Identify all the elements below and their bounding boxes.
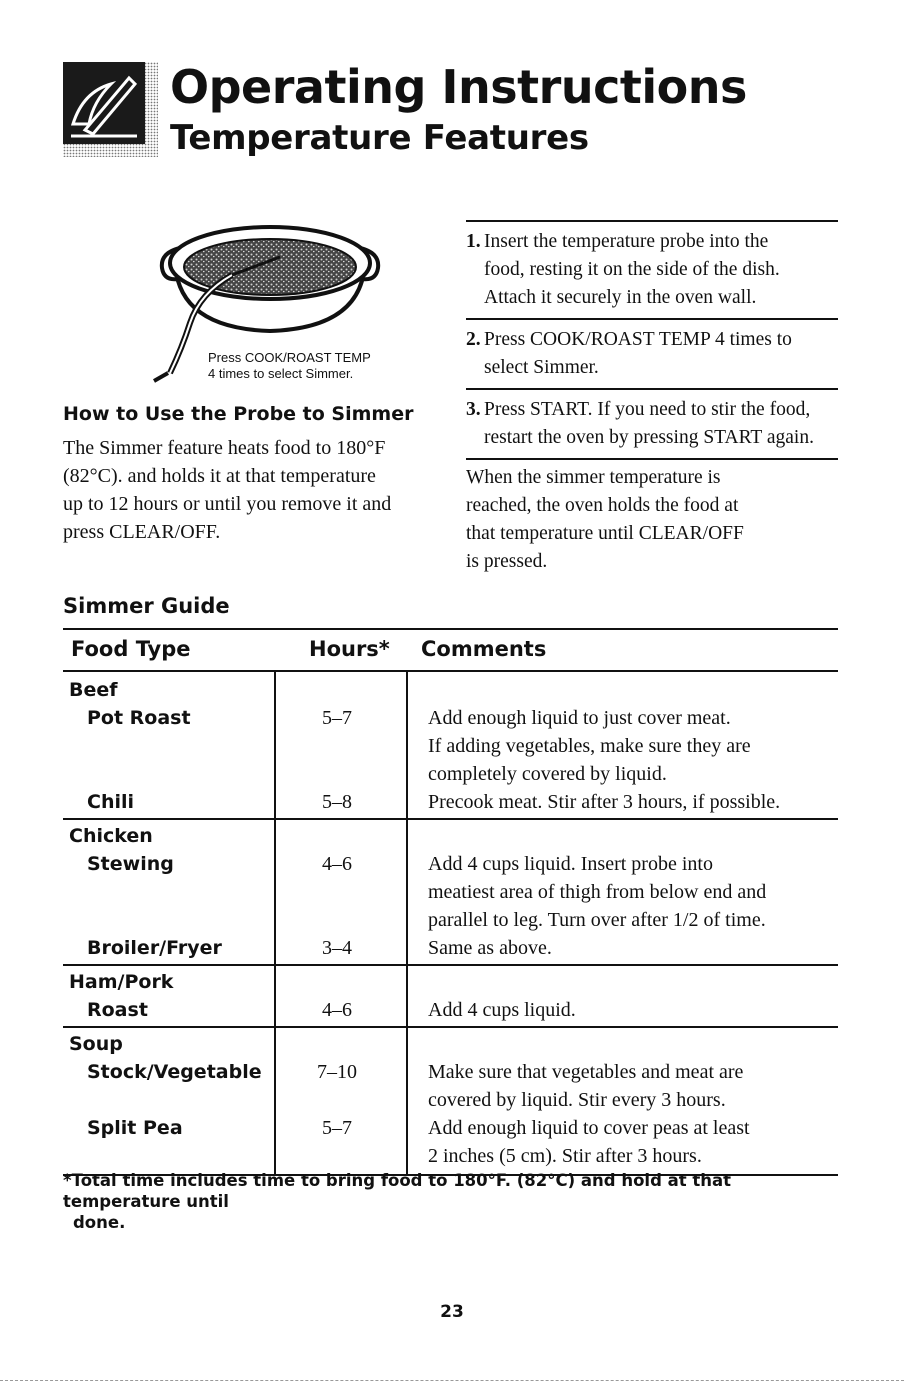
page-subtitle: Temperature Features [170,118,589,158]
footnote: *Total time includes time to bring food to 180°F. (82°C) and hold at that temperature until done. [63,1171,732,1232]
step-3: 3. Press START. If you need to stir the food, restart the oven by pressing START again. [466,388,838,458]
probe-section-title: How to Use the Probe to Simmer [63,403,414,425]
table-group-beef [63,672,838,820]
header-comments: Comments [421,637,547,661]
probe-section-text: The Simmer feature heats food to 180°F (82°C). and holds it at that temperature up to 12 hours or until you remove it and press CLEAR/OFF. [63,437,392,543]
header-food-type: Food Type [71,637,191,661]
table-row: Broiler/Fryer 3–4 Same as above. [87,937,552,959]
category-label: Ham/Pork [69,971,174,993]
section-logo-icon [63,62,158,157]
category-label: Beef [69,679,118,701]
figure-caption: Press COOK/ROAST TEMP 4 times to select Simmer. [208,350,371,381]
category-label: Chicken [69,825,153,847]
steps-list [466,220,838,576]
table-row: Chili 5–8 Precook meat. Stir after 3 hours, if possible. [87,791,781,813]
table-row: Stewing 4–6 Add 4 cups liquid. Insert probe into meatiest area of thigh from below end and parallel to leg. Turn over after 1/2 of time. [87,853,767,931]
page-number: 23 [440,1302,464,1322]
category-label: Soup [69,1033,123,1055]
table-row: Stock/Vegetable 7–10 Make sure that vegetables and meat are covered by liquid. Stir every 3 hours. [87,1061,744,1111]
table-group-chicken [63,820,838,966]
after-steps-note: When the simmer temperature is reached, the oven holds the food at that temperature until CLEAR/OFF is pressed. [466,458,838,576]
guide-title: Simmer Guide [63,594,230,618]
table-group-soup [63,1028,838,1176]
header-hours: Hours* [309,637,390,661]
table-row: Roast 4–6 Add 4 cups liquid. [87,999,576,1021]
table-row: Split Pea 5–7 Add enough liquid to cover peas at least 2 inches (5 cm). Stir after 3 hours. [87,1117,750,1167]
page-title: Operating Instructions [170,60,747,114]
table-header [63,628,838,672]
simmer-guide-table [63,628,838,1176]
table-group-ham-pork [63,966,838,1028]
step-2: 2. Press COOK/ROAST TEMP 4 times to select Simmer. [466,318,838,388]
page-bottom-rule [0,1380,904,1381]
table-row: Pot Roast 5–7 Add enough liquid to just cover meat. If adding vegetables, make sure they are completely covered by liquid. [87,707,751,785]
step-1: 1. Insert the temperature probe into the food, resting it on the side of the dish. Attach it securely in the oven wall. [466,220,838,318]
